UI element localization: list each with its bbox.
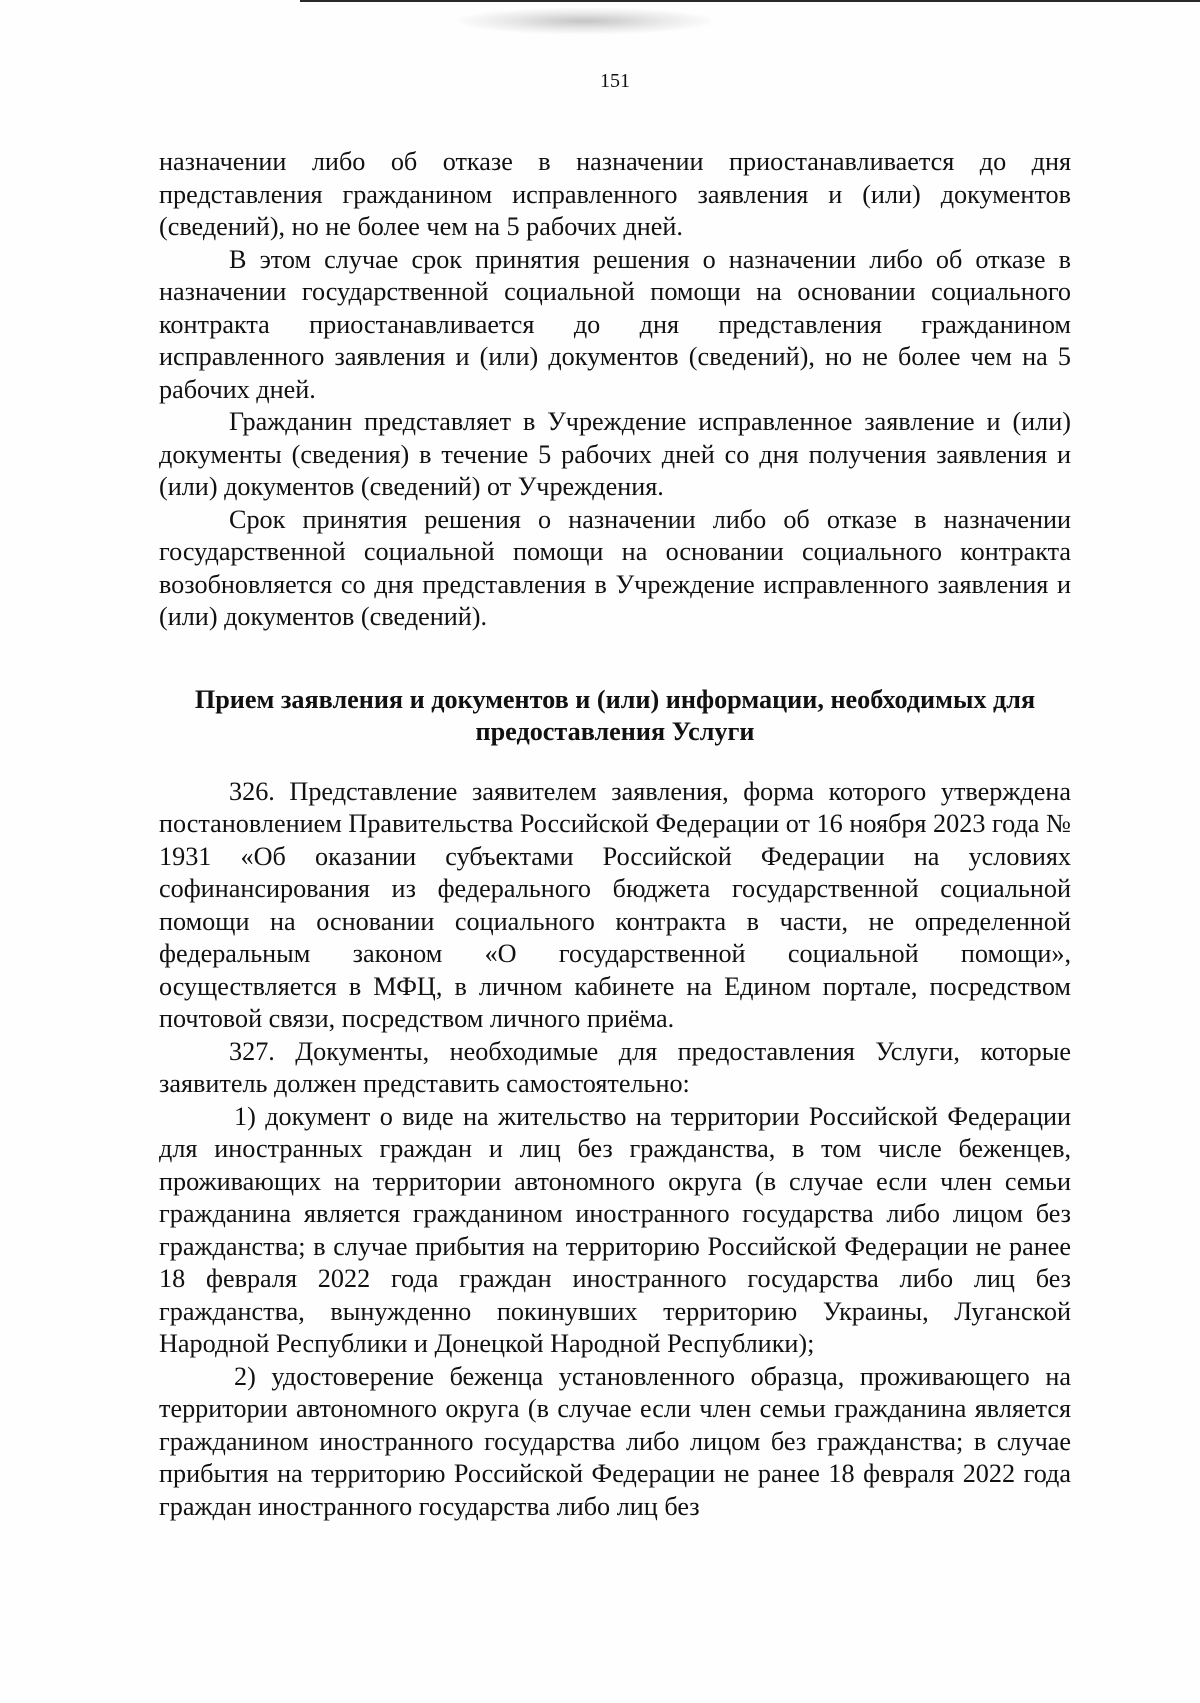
document-body	[159, 146, 1071, 1523]
paragraph: Срок принятия решения о назначении либо об отказе в назначении государственной социальной помощи на основании социального контракта возобновляется со дня представления в Учреждение исправленного заявления и (или) документов (сведений).	[159, 504, 1071, 631]
top-border-line	[300, 0, 1200, 2]
section-heading-line: предоставления Услуги	[475, 716, 755, 746]
paragraph-continuation: назначении либо об отказе в назначении приостанавливается до дня представления гражданином исправленного заявления и (или) документов (сведений), но не более чем на 5 рабочих дней.	[159, 147, 1071, 241]
section-heading-line: Прием заявления и документов и (или) информации, необходимых для	[194, 684, 1036, 714]
list-item: 2) удостоверение беженца установленного образца, проживающего на территории автономного округа (в случае если член семьи гражданина является гражданином иностранного государства либо лицом без гражданства; в случае прибытия на территорию Российской Федерации не ранее 18 февраля 2022 года граждан иностранного государства либо лиц без	[159, 1361, 1071, 1521]
clause-327: 327. Документы, необходимые для предоставления Услуги, которые заявитель должен представить самостоятельно:	[159, 1036, 1071, 1098]
section-heading	[159, 684, 1071, 748]
scan-smudge	[460, 8, 710, 34]
clause-326: 326. Представление заявителем заявления, форма которого утверждена постановлением Правительства Российской Федерации от 16 ноября 2023 года № 1931 «Об оказании субъектами Российской Федерации на условиях софинансирования из федерального бюджета государственной социальной помощи на основании социального контракта в части, не определенной федеральным законом «О государственной социальной помощи», осуществляется в МФЦ, в личном кабинете на Едином портале, посредством почтовой связи, посредством личного приёма.	[159, 776, 1071, 1033]
page-number: 151	[600, 70, 630, 92]
paragraph: Гражданин представляет в Учреждение исправленное заявление и (или) документы (сведения) в течение 5 рабочих дней со дня получения заявления и (или) документов (сведений) от Учреждения.	[159, 407, 1071, 501]
paragraph: В этом случае срок принятия решения о назначении либо об отказе в назначении государственной социальной помощи на основании социального контракта приостанавливается до дня представления гражданином исправленного заявления и (или) документов (сведений), но не более чем на 5 рабочих дней.	[159, 244, 1071, 404]
list-item: 1) документ о виде на жительство на территории Российской Федерации для иностранных граждан и лиц без гражданства, в том числе беженцев, проживающих на территории автономного округа (в случае если член семьи гражданина является гражданином иностранного государства либо лицом без гражданства; в случае прибытия на территорию Российской Федерации не ранее 18 февраля 2022 года граждан иностранного государства либо лиц без гражданства, вынужденно покинувших территорию Украины, Луганской Народной Республики и Донецкой Народной Республики);	[159, 1101, 1071, 1358]
